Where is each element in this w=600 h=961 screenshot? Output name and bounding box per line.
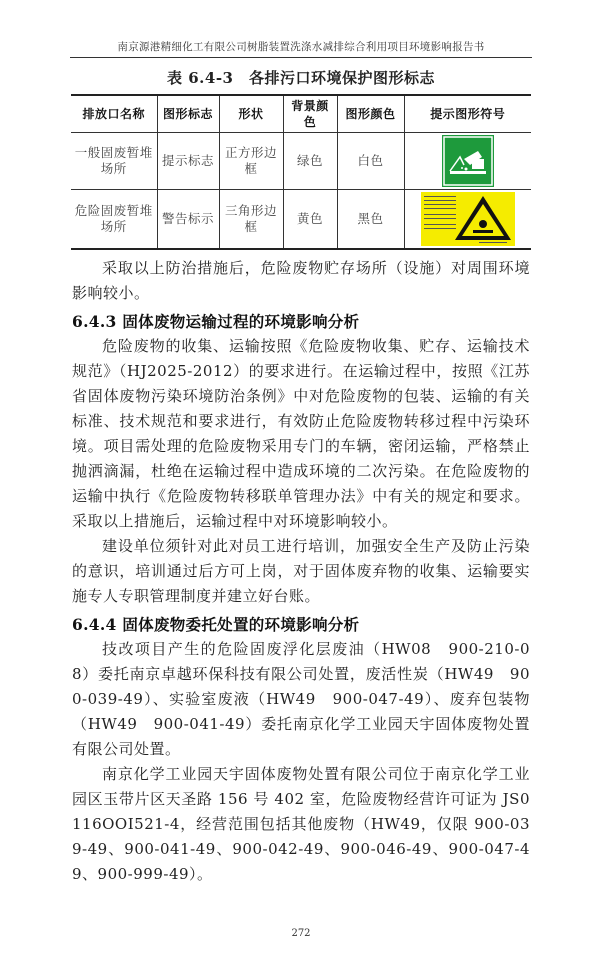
background-color: 黄色 <box>283 190 337 250</box>
paragraph: 采取以上防治措施后，危险废物贮存场所（设施）对周围环境影响较小。 <box>72 259 530 302</box>
page-number: 272 <box>291 928 311 939</box>
column-header: 图形颜色 <box>337 95 404 133</box>
paragraph: 南京化学工业园天宇固体废物处置有限公司位于南京化学工业园区玉带片区天圣路 156 号 402 室，危险废物经营许可证为 JS0116OOI521-4，经营范围包括其他废物（HW49，仅限 900-039-49、900-041-49、900-042-49、900-046-49、900-047-49、900-999-49）。 <box>72 765 530 883</box>
section-heading: 6.4.3 固体废物运输过程的环境影响分析 <box>72 312 360 331</box>
shape: 三角形边框 <box>219 190 283 250</box>
column-header: 图形标志 <box>157 95 219 133</box>
sign-type: 警告标示 <box>157 190 219 250</box>
section-heading: 6.4.4 固体废物委托处置的环境影响分析 <box>72 615 360 634</box>
graphic-color: 黑色 <box>337 190 404 250</box>
table-title: 表 6.4-3 各排污口环境保护图形标志 <box>167 69 435 87</box>
document-page <box>70 0 532 961</box>
background-color: 绿色 <box>283 133 337 190</box>
paragraph: 建设单位须针对此对员工进行培训，加强安全生产及防止污染的意识，培训通过后方可上岗，对于固体废弃物的收集、运输要实施专人专职管理制度并建立好台账。 <box>72 537 530 605</box>
sign-cell <box>404 133 531 190</box>
table-row <box>71 190 531 250</box>
paragraph: 危险废物的收集、运输按照《危险废物收集、贮存、运输技术规范》（HJ2025-2012）的要求进行。在运输过程中，按照《江苏省固体废物污染环境防治条例》中对危险废物的包装、运输的有关标准、技术规范和要求进行，有效防止危险废物转移过程中污染环境。项目需处理的危险废物采用专门的车辆，密闭运输，严格禁止抛洒滴漏，杜绝在运输过程中造成环境的二次污染。在危险废物的运输中执行《危险废物转移联单管理办法》中有关的规定和要求。采取以上措施后，运输过程中对环境影响较小。 <box>72 337 530 530</box>
table-row <box>71 133 531 190</box>
section-6-4-3 <box>72 309 530 609</box>
outlet-name: 一般固废暂堆场所 <box>71 133 157 190</box>
after-table-note-block <box>72 256 530 306</box>
shape: 正方形边框 <box>219 133 283 190</box>
column-header: 提示图形符号 <box>404 95 531 133</box>
column-header: 形状 <box>219 95 283 133</box>
table-header-row <box>71 95 531 133</box>
column-header: 排放口名称 <box>71 95 157 133</box>
paragraph: 技改项目产生的危险固废浮化层废油（HW08 900-210-08）委托南京卓越环保科技有限公司处置，废活性炭（HW49 900-039-49）、实验室废液（HW49 900-047-49）、废弃包装物（HW49 900-041-49）委托南京化学工业园天宇固体废物处置有限公司处置。 <box>72 640 530 758</box>
graphic-color: 白色 <box>337 133 404 190</box>
section-6-4-4 <box>72 612 530 887</box>
document-header: 南京源港精细化工有限公司树脂装置洗涤水减排综合利用项目环境影响报告书 <box>117 41 485 53</box>
header-divider <box>70 57 532 58</box>
column-header: 背景颜色 <box>283 95 337 133</box>
general-waste-sign-icon <box>442 135 494 187</box>
sign-cell <box>404 190 531 250</box>
hazardous-waste-sign-icon <box>421 192 515 246</box>
outlet-name: 危险固废暂堆场所 <box>71 190 157 250</box>
sign-type: 提示标志 <box>157 133 219 190</box>
outlet-sign-table <box>71 94 531 250</box>
